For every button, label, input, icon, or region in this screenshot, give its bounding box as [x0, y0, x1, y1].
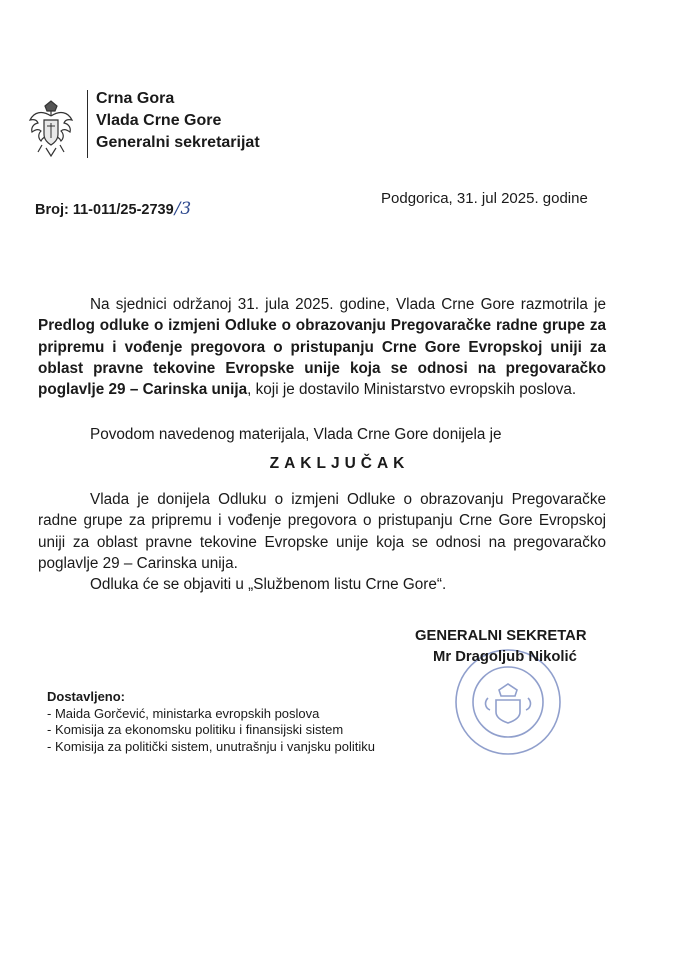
distribution-title: Dostavljeno: — [47, 689, 126, 704]
signature-block — [415, 626, 587, 668]
proposal-title: Predlog odluke o izmjeni Odluke o obrazovanju Pregovaračke radne grupe za pripremu i vođenje pregovora o pristupanju Crne Gore Evropskoj uniji za oblast pravne tekovine Evropske unije koja se odnosi na pregovaračko poglavlje 29 – Carinska unija — [38, 317, 606, 399]
handwritten-suffix: /3 — [174, 199, 192, 219]
signer-name: Mr Dragoljub Nikolić — [433, 649, 577, 665]
distribution-item: - Komisija za ekonomsku politiku i finansijski sistem — [47, 722, 344, 737]
letterhead — [96, 88, 260, 154]
distribution-item: - Komisija za politički sistem, unutrašnju i vanjsku politiku — [47, 738, 376, 754]
document-date: Podgorica, 31. jul 2025. godine — [381, 190, 588, 207]
conclusion-title: ZAKLJUČAK — [269, 455, 410, 472]
header-divider — [87, 90, 88, 158]
intro-text-a: Na sjednici održanoj 31. jula 2025. godine, Vlada Crne Gore razmotrila je — [90, 296, 606, 313]
government-name: Vlada Crne Gore — [96, 112, 222, 129]
distribution-item: - Maida Gorčević, ministarka evropskih poslova — [47, 705, 320, 721]
decision-intro: Povodom navedenog materijala, Vlada Crne Gore donijela je — [90, 426, 502, 443]
distribution-list — [47, 689, 375, 755]
intro-text-b: , koji je dostavilo Ministarstvo evropskih poslova. — [247, 381, 577, 399]
signer-role: GENERALNI SEKRETAR — [415, 628, 587, 644]
country-name: Crna Gora — [96, 90, 175, 107]
intro-paragraph — [38, 294, 606, 400]
reference-number — [35, 199, 191, 219]
publication-note: Odluka će se objaviti u „Službenom listu Crne Gore“. — [90, 576, 447, 593]
department-name: Generalni sekretarijat — [96, 134, 260, 151]
conclusion-paragraph: Vlada je donijela Odluku o izmjeni Odluke o obrazovanju Pregovaračke radne grupe za pripremu i vođenje pregovora o pristupanju Crne Gore Evropskoj uniji za oblast pravne tekovine Evropske unije koja se odnosi na pregovaračko poglavlje 29 – Carinska unija. — [38, 491, 606, 572]
reference-number-text: Broj: 11-011/25-2739 — [35, 202, 174, 218]
coat-of-arms-icon — [28, 98, 74, 160]
